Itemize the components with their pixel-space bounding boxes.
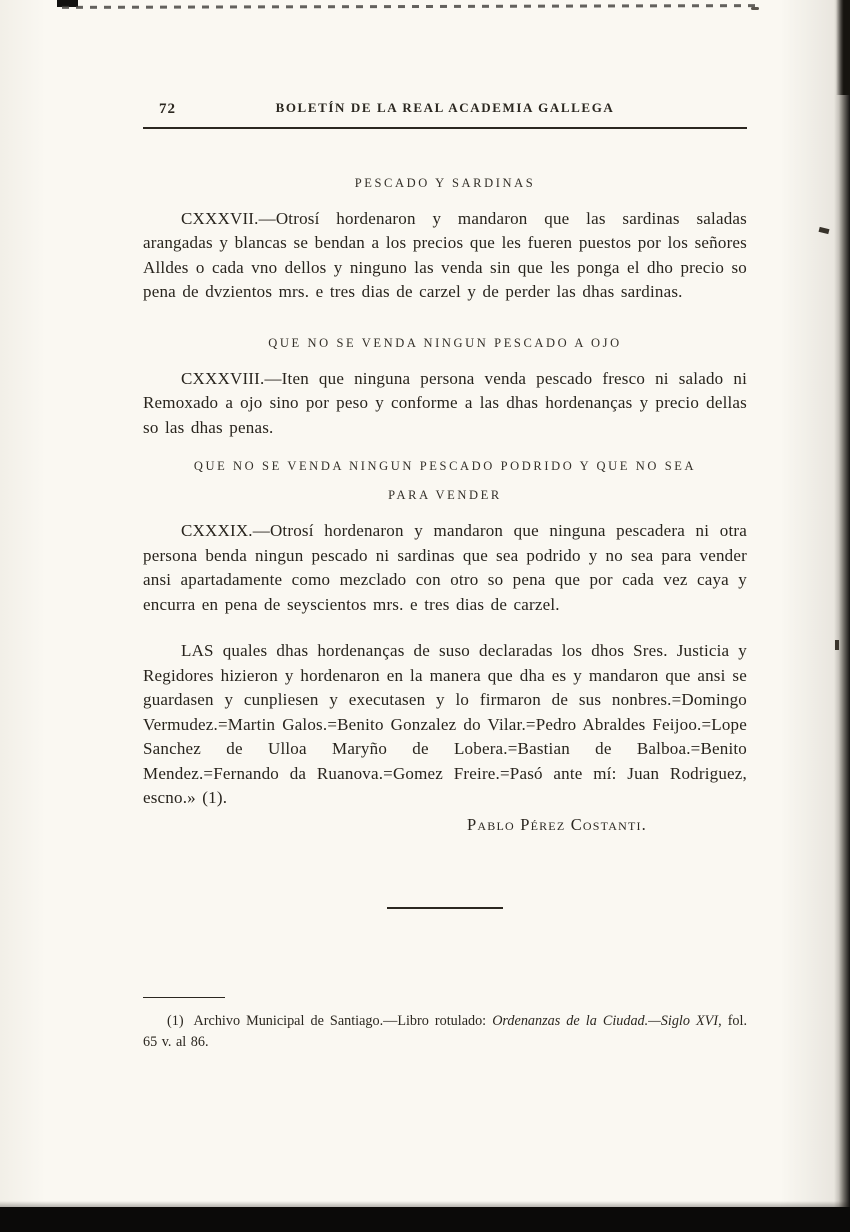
paragraph-cxxxviii: CXXXVIII.—Iten que ninguna persona venda pescado fresco ni salado ni Remoxado a ojo sino por peso y conforme a las dhas hordenanças y precio dellas so las dhas penas. bbox=[143, 368, 747, 437]
section-heading-line-2: PARA VENDER bbox=[388, 488, 502, 503]
section-heading-line-1: QUE NO SE VENDA NINGUN PESCADO PODRIDO Y QUE NO SEA bbox=[193, 459, 697, 474]
journal-title: BOLETÍN DE LA REAL ACADEMIA GALLEGA bbox=[275, 100, 615, 115]
section-heading-pescado-y-sardinas: PESCADO Y SARDINAS bbox=[354, 176, 536, 190]
author-signature: Pablo Pérez Costanti. bbox=[467, 814, 647, 834]
scan-artifact-top-dashed-line bbox=[62, 4, 760, 9]
scan-artifact-right-page-edge bbox=[834, 0, 850, 1232]
scan-artifact-right-mark-upper bbox=[819, 227, 830, 234]
footnote-rule bbox=[143, 997, 225, 998]
header-rule bbox=[143, 127, 747, 129]
footnote-text-part1: Archivo Municipal de Santiago.—Libro rotulado: bbox=[193, 1012, 493, 1029]
footnote-text-part2: , fol. 65 v. al 86. bbox=[143, 1012, 747, 1050]
footnote bbox=[143, 1011, 747, 1053]
footnote-marker: (1) bbox=[167, 1012, 184, 1029]
scan-artifact-right-edge-top bbox=[836, 0, 850, 95]
scan-artifact-right-mark-middle bbox=[835, 640, 839, 650]
section-heading-pescado-a-ojo: QUE NO SE VENDA NINGUN PESCADO A OJO bbox=[268, 335, 622, 350]
scan-artifact-top-speck bbox=[751, 7, 759, 10]
closing-paragraph: LAS quales dhas hordenanças de suso declaradas los dhos Sres. Justicia y Regidores hizieron y hordenaron en la manera que dha es y mandaron que ansi se guardasen y cunpliesen y executasen y lo firmaron de sus nonbres.=Domingo Vermudez.=Martin Galos.=Benito Gonzalez do Vilar.=Pedro Abraldes Feijoo.=Lope Sanchez de Ulloa Maryño de Lobera.=Bastian de Balboa.=Benito Mendez.=Fernando da Ruanova.=Gomez Freire.=Pasó ante mí: Juan Rodriguez, escno.» (1). bbox=[143, 641, 747, 807]
scan-artifact-bottom-black-bar bbox=[0, 1207, 850, 1232]
section-divider-rule bbox=[387, 907, 503, 909]
footnote-italic-title: Ordenanzas de la Ciudad.—Siglo XVI bbox=[492, 1012, 719, 1029]
paragraph-cxxxvii: CXXXVII.—Otrosí hordenaron y mandaron que las sardinas saladas arangadas y blancas se bendan a los precios que les fueren puestos por los señores Alldes o cada vno dellos y ninguno las venda sin que les ponga el dho precio so pena de dvzientos mrs. e tres dias de carzel y de perder las dhas sardinas. bbox=[143, 208, 747, 302]
paragraph-cxxxix: CXXXIX.—Otrosí hordenaron y mandaron que ninguna pescadera ni otra persona benda ningun pescado ni sardinas que sea podrido y no sea para vender ansi apartadamente como mezclado con otro so pena que por cada vez caya y encurra en pena de seyscientos mrs. e tres dias de carzel. bbox=[143, 521, 747, 614]
page-header bbox=[143, 100, 747, 119]
page-content bbox=[143, 100, 747, 1053]
page-number: 72 bbox=[159, 101, 176, 117]
section-heading-pescado-podrido bbox=[143, 458, 747, 504]
